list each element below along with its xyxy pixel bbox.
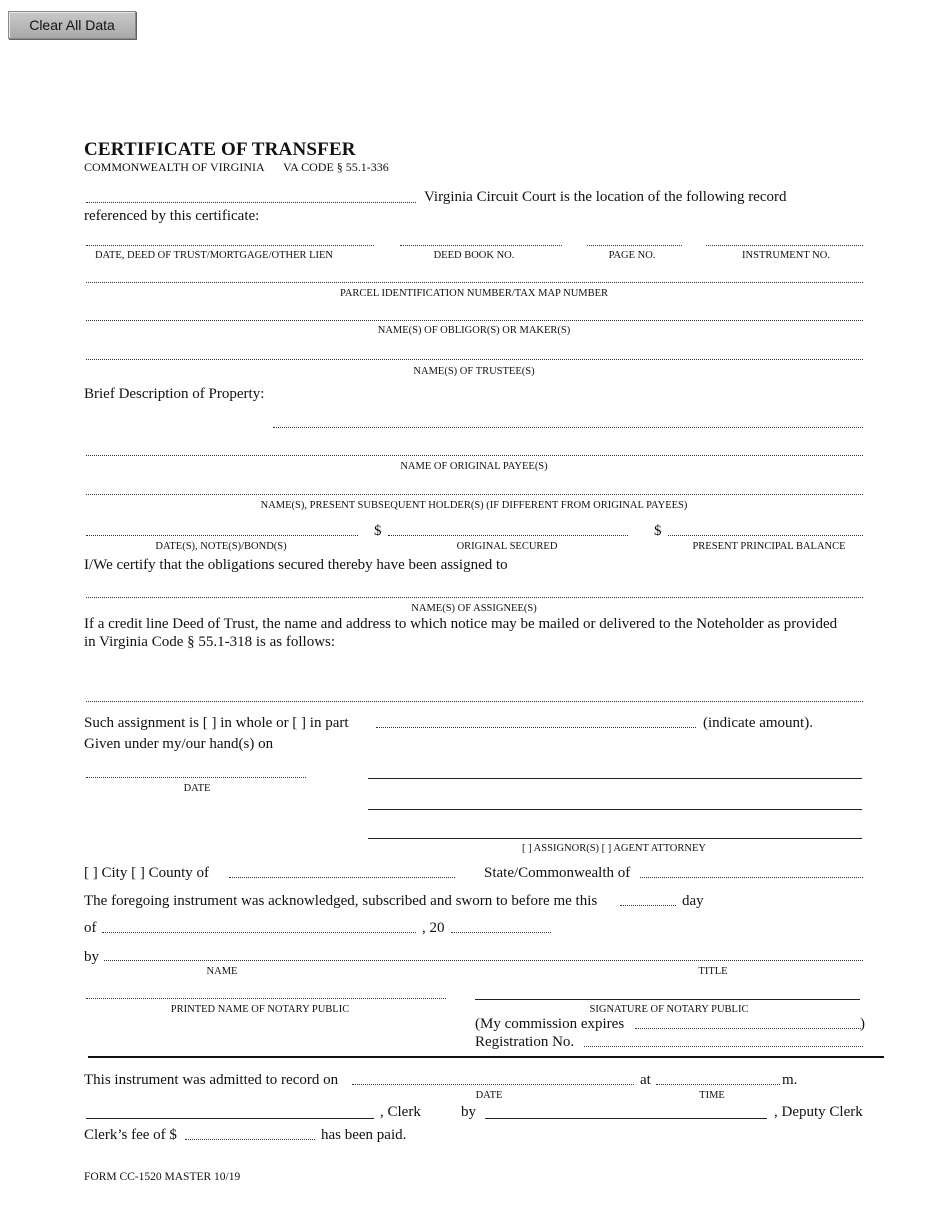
original-secured-field[interactable]	[388, 535, 628, 536]
principal-caption: PRESENT PRINCIPAL BALANCE	[692, 541, 846, 552]
record-time-field[interactable]	[656, 1084, 780, 1085]
title-caption: TITLE	[698, 966, 728, 977]
county-field[interactable]	[229, 877, 455, 878]
parcel-field[interactable]	[86, 282, 863, 283]
admitted-text: This instrument was admitted to record on	[84, 1072, 339, 1088]
trustee-caption: NAME(S) OF TRUSTEE(S)	[413, 366, 535, 377]
printed-notary-caption: PRINTED NAME OF NOTARY PUBLIC	[170, 1004, 350, 1015]
parcel-caption: PARCEL IDENTIFICATION NUMBER/TAX MAP NUMBER	[339, 288, 609, 299]
page-no-caption: PAGE NO.	[608, 250, 656, 261]
registration-field[interactable]	[584, 1046, 863, 1047]
notes-caption: DATE(S), NOTE(S)/BOND(S)	[155, 541, 287, 552]
day-field[interactable]	[620, 905, 676, 906]
day-text: day	[682, 893, 704, 909]
date-caption: DATE	[183, 783, 211, 794]
indicate-amount-text: (indicate amount).	[703, 715, 813, 731]
credit-line-text-2: in Virginia Code § 55.1-318 is as follows:	[84, 634, 336, 650]
state-field[interactable]	[640, 877, 863, 878]
notary-signature-caption: SIGNATURE OF NOTARY PUBLIC	[589, 1004, 749, 1015]
assignment-text: Such assignment is [ ] in whole or [ ] in part	[84, 715, 349, 731]
form-id: FORM CC-1520 MASTER 10/19	[84, 1171, 241, 1183]
instrument-no-caption: INSTRUMENT NO.	[742, 250, 830, 261]
registration-text: Registration No.	[475, 1034, 575, 1050]
signature-line-3[interactable]	[368, 838, 862, 839]
deputy-clerk-signature-line[interactable]	[485, 1118, 767, 1119]
noteholder-address-field[interactable]	[86, 701, 863, 702]
holder-field[interactable]	[86, 494, 863, 495]
principal-balance-field[interactable]	[668, 535, 863, 536]
part-amount-field[interactable]	[376, 727, 696, 728]
close-paren-text: )	[860, 1016, 865, 1032]
deed-book-field[interactable]	[400, 245, 562, 246]
signature-line-1[interactable]	[368, 778, 862, 779]
fee-paid-text: has been paid.	[321, 1127, 407, 1143]
at-text: at	[640, 1072, 651, 1088]
circuit-court-field[interactable]	[86, 202, 416, 203]
by-text-2: by	[461, 1104, 476, 1120]
credit-line-text: If a credit line Deed of Trust, the name and address to which notice may be mailed or delivered to the Noteholder as provided	[84, 616, 838, 632]
commission-text: (My commission expires	[475, 1016, 625, 1032]
state-text: State/Commonwealth of	[484, 865, 631, 881]
city-county-text: [ ] City [ ] County of	[84, 865, 209, 881]
section-divider	[88, 1056, 884, 1058]
given-date-field[interactable]	[86, 777, 306, 778]
page-title: CERTIFICATE OF TRANSFER	[84, 139, 356, 160]
date-deed-caption: DATE, DEED OF TRUST/MORTGAGE/OTHER LIEN	[94, 250, 334, 261]
certify-text: I/We certify that the obligations secured thereby have been assigned to	[84, 557, 508, 573]
dollar-sign: $	[374, 523, 382, 539]
date-deed-field[interactable]	[86, 245, 374, 246]
name-caption: NAME	[206, 966, 238, 977]
by-name-title-field[interactable]	[104, 960, 863, 961]
month-field[interactable]	[102, 932, 416, 933]
clerk-signature-line[interactable]	[86, 1118, 374, 1119]
obligor-caption: NAME(S) OF OBLIGOR(S) OR MAKER(S)	[377, 325, 571, 336]
deed-book-caption: DEED BOOK NO.	[433, 250, 515, 261]
holder-caption: NAME(S), PRESENT SUBSEQUENT HOLDER(S) (IF DIFFERENT FROM ORIGINAL PAYEES)	[260, 500, 688, 511]
year-field[interactable]	[451, 932, 551, 933]
clear-all-data-button[interactable]: Clear All Data	[8, 11, 136, 39]
foregoing-text: The foregoing instrument was acknowledged, subscribed and sworn to before me this	[84, 893, 598, 909]
subtitle	[84, 160, 389, 175]
assignee-caption: NAME(S) OF ASSIGNEE(S)	[411, 603, 537, 614]
of-text: of	[84, 920, 97, 936]
brief-description-label: Brief Description of Property:	[84, 386, 265, 402]
va-code-label: VA CODE § 55.1-336	[283, 160, 389, 174]
instrument-no-field[interactable]	[706, 245, 863, 246]
trustee-field[interactable]	[86, 359, 863, 360]
time-caption: TIME	[699, 1090, 725, 1101]
signature-line-2[interactable]	[368, 809, 862, 810]
payee-field[interactable]	[86, 455, 863, 456]
commission-field[interactable]	[635, 1028, 861, 1029]
notary-signature-line[interactable]	[475, 999, 860, 1000]
m-text: m.	[782, 1072, 798, 1088]
record-date-field[interactable]	[352, 1084, 634, 1085]
assignee-field[interactable]	[86, 597, 863, 598]
deputy-clerk-text: , Deputy Clerk	[774, 1104, 863, 1120]
assignor-caption: [ ] ASSIGNOR(S) [ ] AGENT ATTORNEY	[522, 843, 706, 854]
original-secured-caption: ORIGINAL SECURED	[456, 541, 558, 552]
page-no-field[interactable]	[587, 245, 682, 246]
date-caption-2: DATE	[475, 1090, 503, 1101]
clerk-fee-text: Clerk’s fee of $	[84, 1127, 177, 1143]
commonwealth-label: COMMONWEALTH OF VIRGINIA	[84, 160, 265, 174]
clerk-fee-field[interactable]	[185, 1139, 315, 1140]
dollar-sign-2: $	[654, 523, 662, 539]
year-prefix-text: , 20	[422, 920, 445, 936]
given-under-text: Given under my/our hand(s) on	[84, 736, 274, 752]
obligor-field[interactable]	[86, 320, 863, 321]
court-location-text-2: referenced by this certificate:	[84, 208, 260, 224]
court-location-text: Virginia Circuit Court is the location of the following record	[424, 189, 787, 205]
brief-description-field[interactable]	[273, 427, 863, 428]
payee-caption: NAME OF ORIGINAL PAYEE(S)	[400, 461, 548, 472]
notes-date-field[interactable]	[86, 535, 358, 536]
notary-printed-name-field[interactable]	[86, 998, 446, 999]
by-text: by	[84, 949, 99, 965]
clerk-text: , Clerk	[380, 1104, 421, 1120]
